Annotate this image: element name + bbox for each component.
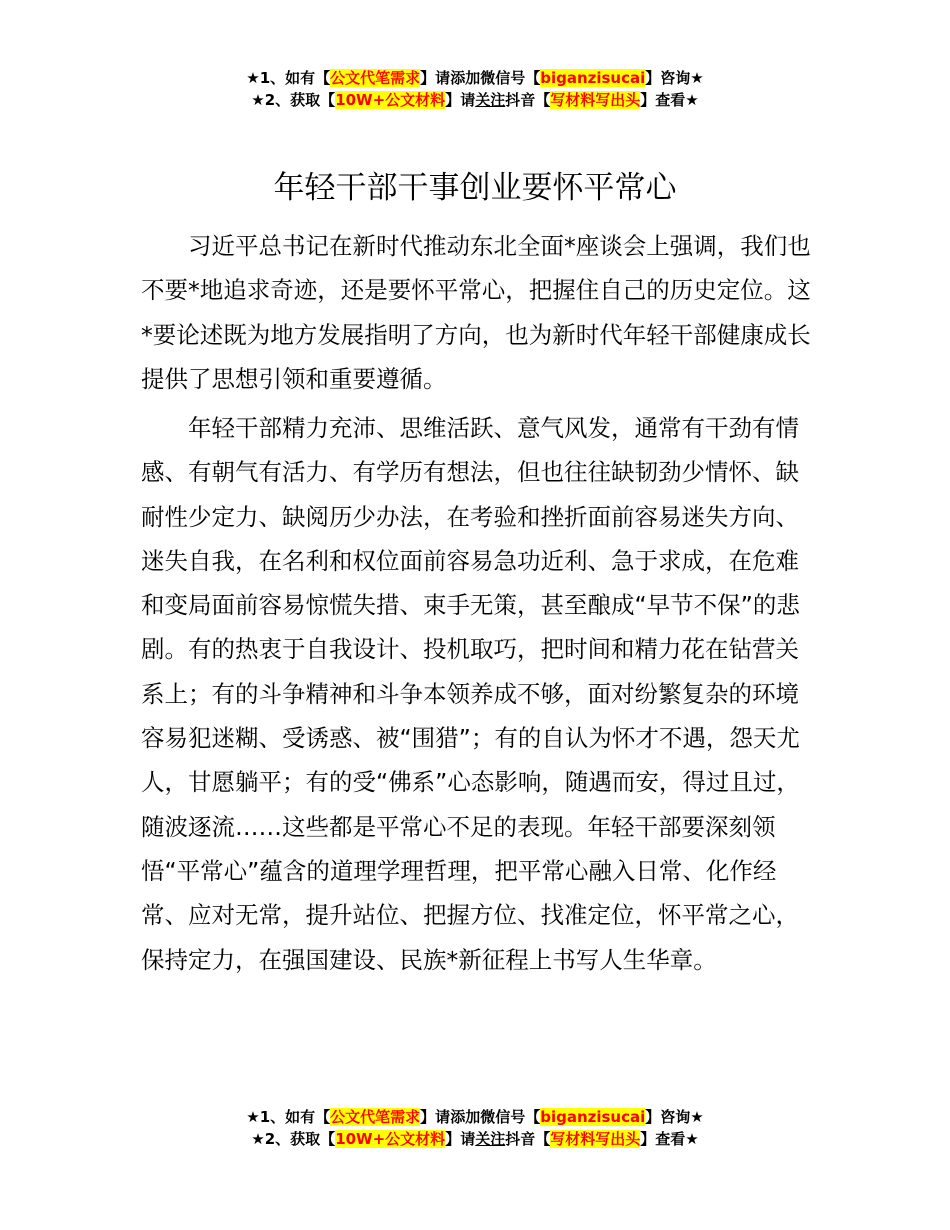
header-line1-emphasis: 添加 bbox=[450, 69, 481, 87]
footer-banner-line-2 bbox=[0, 1128, 950, 1150]
header-line1-middle: 】请 bbox=[420, 69, 451, 87]
header-line2-emphasis: 关注 bbox=[475, 91, 506, 109]
header-line2-highlight-douyin: 写材料写出头 bbox=[550, 91, 641, 109]
footer-line1-highlight-service: 公文代笔需求 bbox=[330, 1108, 421, 1126]
footer-line2-highlight-materials: 10W+公文材料 bbox=[335, 1130, 446, 1148]
footer-line2-suffix: 】查看★ bbox=[640, 1130, 699, 1148]
body-paragraph-1-block bbox=[141, 224, 811, 401]
footer-banner-line-1 bbox=[0, 1106, 950, 1128]
footer-line1-emphasis: 添加 bbox=[450, 1108, 481, 1126]
footer-line1-middle-2: 微信号【 bbox=[480, 1108, 541, 1126]
footer-line1-highlight-wechat-id: biganzisucai bbox=[540, 1108, 646, 1126]
header-line2-highlight-materials: 10W+公文材料 bbox=[335, 91, 446, 109]
header-banner-line-2 bbox=[0, 89, 950, 111]
footer-line1-prefix: ★1、如有【 bbox=[246, 1108, 331, 1126]
footer-line2-prefix: ★2、获取【 bbox=[251, 1130, 336, 1148]
header-line2-suffix: 】查看★ bbox=[640, 91, 699, 109]
footer-line1-suffix: 】咨询★ bbox=[645, 1108, 704, 1126]
header-line1-highlight-service: 公文代笔需求 bbox=[330, 69, 421, 87]
body-paragraph: 习近平总书记在新时代推动东北全面*座谈会上强调，我们也不要*地追求奇迹，还是要怀平常心，把握住自己的历史定位。这*要论述既为地方发展指明了方向，也为新时代年轻干部健康成长提供了思想引领和重要遵循。 bbox=[141, 232, 811, 393]
document-title: 年轻干部干事创业要怀平常心 bbox=[273, 170, 677, 206]
footer-line2-middle-2: 抖音【 bbox=[505, 1130, 551, 1148]
header-banner bbox=[0, 67, 950, 111]
footer-banner bbox=[0, 1106, 950, 1150]
header-banner-line-1 bbox=[0, 67, 950, 89]
footer-line2-middle: 】请 bbox=[445, 1130, 476, 1148]
header-line1-middle-2: 微信号【 bbox=[480, 69, 541, 87]
body-paragraph-2-block bbox=[141, 406, 811, 982]
header-line1-highlight-wechat-id: biganzisucai bbox=[540, 69, 646, 87]
header-line2-prefix: ★2、获取【 bbox=[251, 91, 336, 109]
header-line1-prefix: ★1、如有【 bbox=[246, 69, 331, 87]
header-line2-middle: 】请 bbox=[445, 91, 476, 109]
header-line2-middle-2: 抖音【 bbox=[505, 91, 551, 109]
footer-line2-emphasis: 关注 bbox=[475, 1130, 506, 1148]
header-line1-suffix: 】咨询★ bbox=[645, 69, 704, 87]
footer-line2-highlight-douyin: 写材料写出头 bbox=[550, 1130, 641, 1148]
body-paragraph: 年轻干部精力充沛、思维活跃、意气风发，通常有干劲有情感、有朝气有活力、有学历有想法，但也往往缺韧劲少情怀、缺耐性少定力、缺阅历少办法，在考验和挫折面前容易迷失方向、迷失自我，在名利和权位面前容易急功近利、急于求成，在危难和变局面前容易惊慌失措、束手无策，甚至酿成“早节不保”的悲剧。有的热衷于自我设计、投机取巧，把时间和精力花在钻营关系上；有的斗争精神和斗争本领养成不够，面对纷繁复杂的环境容易犯迷糊、受诱惑、被“围猎”；有的自认为怀才不遇，怨天尤人，甘愿躺平；有的受“佛系”心态影响，随遇而安，得过且过，随波逐流……这些都是平常心不足的表现。年轻干部要深刻领悟“平常心”蕴含的道理学理哲理，把平常心融入日常、化作经常、应对无常，提升站位、把握方位、找准定位，怀平常之心，保持定力，在强国建设、民族*新征程上书写人生华章。 bbox=[141, 414, 800, 974]
footer-line1-middle: 】请 bbox=[420, 1108, 451, 1126]
